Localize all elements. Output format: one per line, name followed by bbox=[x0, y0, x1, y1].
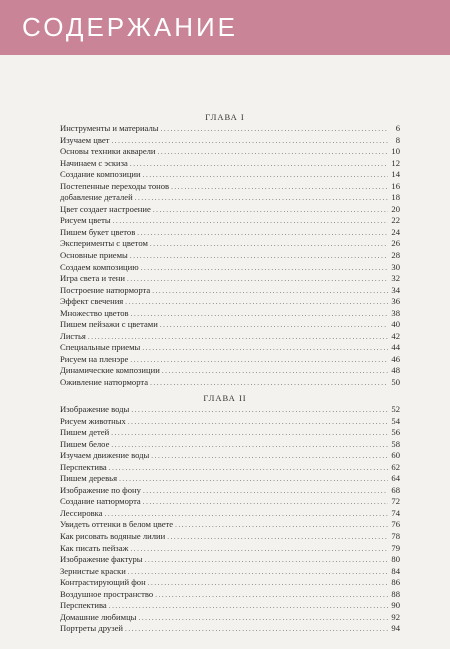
toc-entry-title: Пишем пейзажи с цветами bbox=[60, 319, 158, 330]
toc-entry bbox=[60, 192, 400, 204]
toc-entry-title: Зернистые краски bbox=[60, 565, 126, 576]
dot-leader bbox=[125, 624, 388, 636]
dot-leader bbox=[153, 205, 388, 217]
toc-entry bbox=[60, 589, 400, 601]
toc-entry bbox=[60, 377, 400, 389]
toc-entry bbox=[60, 238, 400, 250]
dot-leader bbox=[109, 601, 388, 613]
toc-entry-title: Создание натюрморта bbox=[60, 496, 141, 507]
toc-entry-title: Эксперименты с цветом bbox=[60, 238, 148, 249]
toc-entry-page: 94 bbox=[391, 623, 400, 634]
toc-entry bbox=[60, 416, 400, 428]
dot-leader bbox=[142, 343, 388, 355]
toc-entry-page: 8 bbox=[395, 134, 400, 145]
toc-entry bbox=[60, 319, 400, 331]
toc-entry-page: 79 bbox=[391, 542, 400, 553]
dot-leader bbox=[145, 555, 388, 567]
dot-leader bbox=[162, 366, 388, 378]
toc-entry-title: Воздушное пространство bbox=[60, 588, 154, 599]
toc-entry bbox=[60, 427, 400, 439]
chapter-entries bbox=[60, 404, 400, 635]
dot-leader bbox=[152, 286, 388, 298]
toc-entry bbox=[60, 543, 400, 555]
dot-leader bbox=[141, 263, 388, 275]
toc-entry-page: 86 bbox=[391, 577, 400, 588]
toc-entry bbox=[60, 146, 400, 158]
dot-leader bbox=[138, 613, 388, 625]
toc-entry-page: 42 bbox=[391, 330, 400, 341]
chapter-entries bbox=[60, 123, 400, 389]
dot-leader bbox=[175, 520, 388, 532]
dot-leader bbox=[151, 451, 388, 463]
dot-leader bbox=[128, 417, 388, 429]
dot-leader bbox=[148, 578, 388, 590]
toc-entry-title: Как писать пейзаж bbox=[60, 542, 129, 553]
toc-entry-page: 50 bbox=[391, 377, 400, 388]
dot-leader bbox=[125, 297, 388, 309]
toc-entry bbox=[60, 273, 400, 285]
toc-entry-title: Изображение воды bbox=[60, 404, 130, 414]
toc-entry-page: 36 bbox=[391, 296, 400, 307]
toc-entry bbox=[60, 169, 400, 181]
toc-entry-page: 92 bbox=[391, 611, 400, 622]
toc-entry-title: Изображение фактуры bbox=[60, 554, 143, 565]
toc-entry bbox=[60, 462, 400, 474]
toc-entry-page: 72 bbox=[391, 496, 400, 507]
dot-leader bbox=[150, 239, 388, 251]
toc-entry-page: 44 bbox=[391, 342, 400, 353]
dot-leader bbox=[160, 320, 388, 332]
toc-entry-title: добавление деталей bbox=[60, 192, 133, 203]
toc-entry bbox=[60, 623, 400, 635]
toc-entry-page: 24 bbox=[391, 226, 400, 237]
toc-entry bbox=[60, 554, 400, 566]
toc-entry bbox=[60, 181, 400, 193]
toc-entry-title: Игра света и тени bbox=[60, 273, 125, 284]
toc-entry bbox=[60, 135, 400, 147]
toc-entry-page: 54 bbox=[391, 415, 400, 426]
toc-entry-title: Пишем деревья bbox=[60, 473, 118, 484]
dot-leader bbox=[150, 378, 388, 390]
toc-entry-page: 52 bbox=[391, 404, 400, 414]
toc-entry-title: Изучаем движение воды bbox=[60, 450, 150, 461]
toc-entry-title: Листья bbox=[60, 330, 86, 341]
dot-leader bbox=[130, 159, 388, 171]
toc-entry-page: 46 bbox=[391, 353, 400, 364]
toc-entry-title: Пишем букет цветов bbox=[60, 226, 136, 237]
dot-leader bbox=[131, 309, 388, 321]
toc-entry-title: Инструменты и материалы bbox=[60, 123, 159, 133]
toc-entry-page: 68 bbox=[391, 484, 400, 495]
toc-entry-title: Рисуем на пленэре bbox=[60, 353, 129, 364]
dot-leader bbox=[155, 590, 388, 602]
dot-leader bbox=[143, 497, 388, 509]
toc-entry bbox=[60, 531, 400, 543]
toc-entry-page: 56 bbox=[391, 427, 400, 438]
toc-entry-title: Постепенные переходы тонов bbox=[60, 180, 170, 191]
toc-entry-title: Лессировка bbox=[60, 507, 103, 518]
page-title: СОДЕРЖАНИЕ bbox=[22, 12, 239, 42]
toc-entry-title: Как рисовать водяные лилии bbox=[60, 531, 166, 542]
toc-entry-title: Рисуем цветы bbox=[60, 215, 111, 226]
dot-leader bbox=[128, 567, 388, 579]
toc-entry-page: 84 bbox=[391, 565, 400, 576]
toc-entry-page: 80 bbox=[391, 554, 400, 565]
dot-leader bbox=[171, 182, 388, 194]
toc-entry-page: 64 bbox=[391, 473, 400, 484]
toc-entry-title: Динамические композиции bbox=[60, 365, 160, 376]
dot-leader bbox=[167, 532, 388, 544]
toc-entry-page: 34 bbox=[391, 284, 400, 295]
toc-entry-page: 6 bbox=[395, 123, 400, 133]
dot-leader bbox=[111, 428, 388, 440]
dot-leader bbox=[111, 440, 388, 452]
dot-leader bbox=[109, 463, 388, 475]
toc-entry bbox=[60, 285, 400, 297]
toc-entry-title: Увидеть оттенки в белом цвете bbox=[60, 519, 174, 530]
toc-entry-page: 12 bbox=[391, 157, 400, 168]
dot-leader bbox=[143, 170, 388, 182]
toc-entry-page: 90 bbox=[391, 600, 400, 611]
toc-entry-title: Контрастирующий фон bbox=[60, 577, 146, 588]
dot-leader bbox=[131, 405, 388, 417]
dot-leader bbox=[119, 474, 388, 486]
toc-entry bbox=[60, 519, 400, 531]
toc-entry bbox=[60, 262, 400, 274]
toc-entry-title: Построение натюрморта bbox=[60, 284, 151, 295]
dot-leader bbox=[161, 124, 388, 136]
toc-entry bbox=[60, 508, 400, 520]
toc-entry-title: Основные приемы bbox=[60, 250, 128, 261]
toc-entry bbox=[60, 600, 400, 612]
toc-entry-page: 32 bbox=[391, 273, 400, 284]
toc-entry-title: Цвет создает настроение bbox=[60, 203, 151, 214]
toc-entry-page: 10 bbox=[391, 146, 400, 157]
toc-entry-title: Рисуем животных bbox=[60, 415, 126, 426]
toc-entry-page: 88 bbox=[391, 588, 400, 599]
toc-entry-page: 28 bbox=[391, 250, 400, 261]
toc-entry-title: Создание композиции bbox=[60, 169, 141, 180]
toc-entry-title: Перспектива bbox=[60, 600, 107, 611]
toc-entry-page: 78 bbox=[391, 531, 400, 542]
toc-entry bbox=[60, 158, 400, 170]
dot-leader bbox=[158, 147, 388, 159]
toc-entry-title: Пишем белое bbox=[60, 438, 110, 449]
toc-entry bbox=[60, 296, 400, 308]
toc-entry bbox=[60, 450, 400, 462]
toc-entry-title: Создаем композицию bbox=[60, 261, 139, 272]
toc-entry-title: Домашние любимцы bbox=[60, 611, 137, 622]
toc-entry-page: 38 bbox=[391, 307, 400, 318]
toc-entry bbox=[60, 204, 400, 216]
dot-leader bbox=[130, 251, 388, 263]
toc-entry-title: Оживление натюрморта bbox=[60, 377, 149, 388]
toc-entry bbox=[60, 342, 400, 354]
chapter-heading: ГЛАВА I bbox=[205, 112, 245, 122]
dot-leader bbox=[113, 216, 388, 228]
toc-entry-page: 22 bbox=[391, 215, 400, 226]
toc-entry bbox=[60, 227, 400, 239]
toc-entry bbox=[60, 566, 400, 578]
dot-leader bbox=[143, 486, 388, 498]
dot-leader bbox=[130, 355, 388, 367]
toc-entry-title: Изучаем цвет bbox=[60, 134, 110, 145]
toc-entry bbox=[60, 439, 400, 451]
dot-leader bbox=[135, 193, 388, 205]
toc-entry bbox=[60, 485, 400, 497]
toc-entry-page: 74 bbox=[391, 507, 400, 518]
toc-entry bbox=[60, 354, 400, 366]
toc-entry bbox=[60, 308, 400, 320]
toc-entry bbox=[60, 215, 400, 227]
dot-leader bbox=[130, 544, 388, 556]
toc-entry-title: Основы техники акварели bbox=[60, 146, 156, 157]
toc-entry-page: 62 bbox=[391, 461, 400, 472]
toc-entry-page: 20 bbox=[391, 203, 400, 214]
toc-entry-title: Специальные приемы bbox=[60, 342, 141, 353]
dot-leader bbox=[137, 228, 388, 240]
toc-entry bbox=[60, 365, 400, 377]
toc-entry-title: Изображение по фону bbox=[60, 484, 141, 495]
dot-leader bbox=[127, 274, 388, 286]
toc-entry-title: Эффект свечения bbox=[60, 296, 124, 307]
toc-entry-page: 26 bbox=[391, 238, 400, 249]
chapter-heading: ГЛАВА II bbox=[203, 393, 247, 403]
toc-entry-page: 60 bbox=[391, 450, 400, 461]
toc-entry bbox=[60, 473, 400, 485]
toc-entry-page: 58 bbox=[391, 438, 400, 449]
toc-entry-page: 16 bbox=[391, 180, 400, 191]
toc-entry-page: 76 bbox=[391, 519, 400, 530]
toc-entry bbox=[60, 123, 400, 135]
toc-entry-title: Пишем детей bbox=[60, 427, 110, 438]
toc-entry bbox=[60, 496, 400, 508]
toc-entry bbox=[60, 250, 400, 262]
toc-entry-page: 18 bbox=[391, 192, 400, 203]
toc-entry-page: 40 bbox=[391, 319, 400, 330]
toc-entry bbox=[60, 331, 400, 343]
toc-entry-page: 14 bbox=[391, 169, 400, 180]
toc-entry bbox=[60, 577, 400, 589]
toc-entry-title: Множество цветов bbox=[60, 307, 129, 318]
toc-entry-page: 30 bbox=[391, 261, 400, 272]
toc-entry-title: Начинаем с эскиза bbox=[60, 157, 128, 168]
toc-entry-page: 48 bbox=[391, 365, 400, 376]
toc-entry-title: Перспектива bbox=[60, 461, 107, 472]
toc-entry bbox=[60, 612, 400, 624]
toc-entry-title: Портреты друзей bbox=[60, 623, 123, 634]
toc-entry bbox=[60, 404, 400, 416]
